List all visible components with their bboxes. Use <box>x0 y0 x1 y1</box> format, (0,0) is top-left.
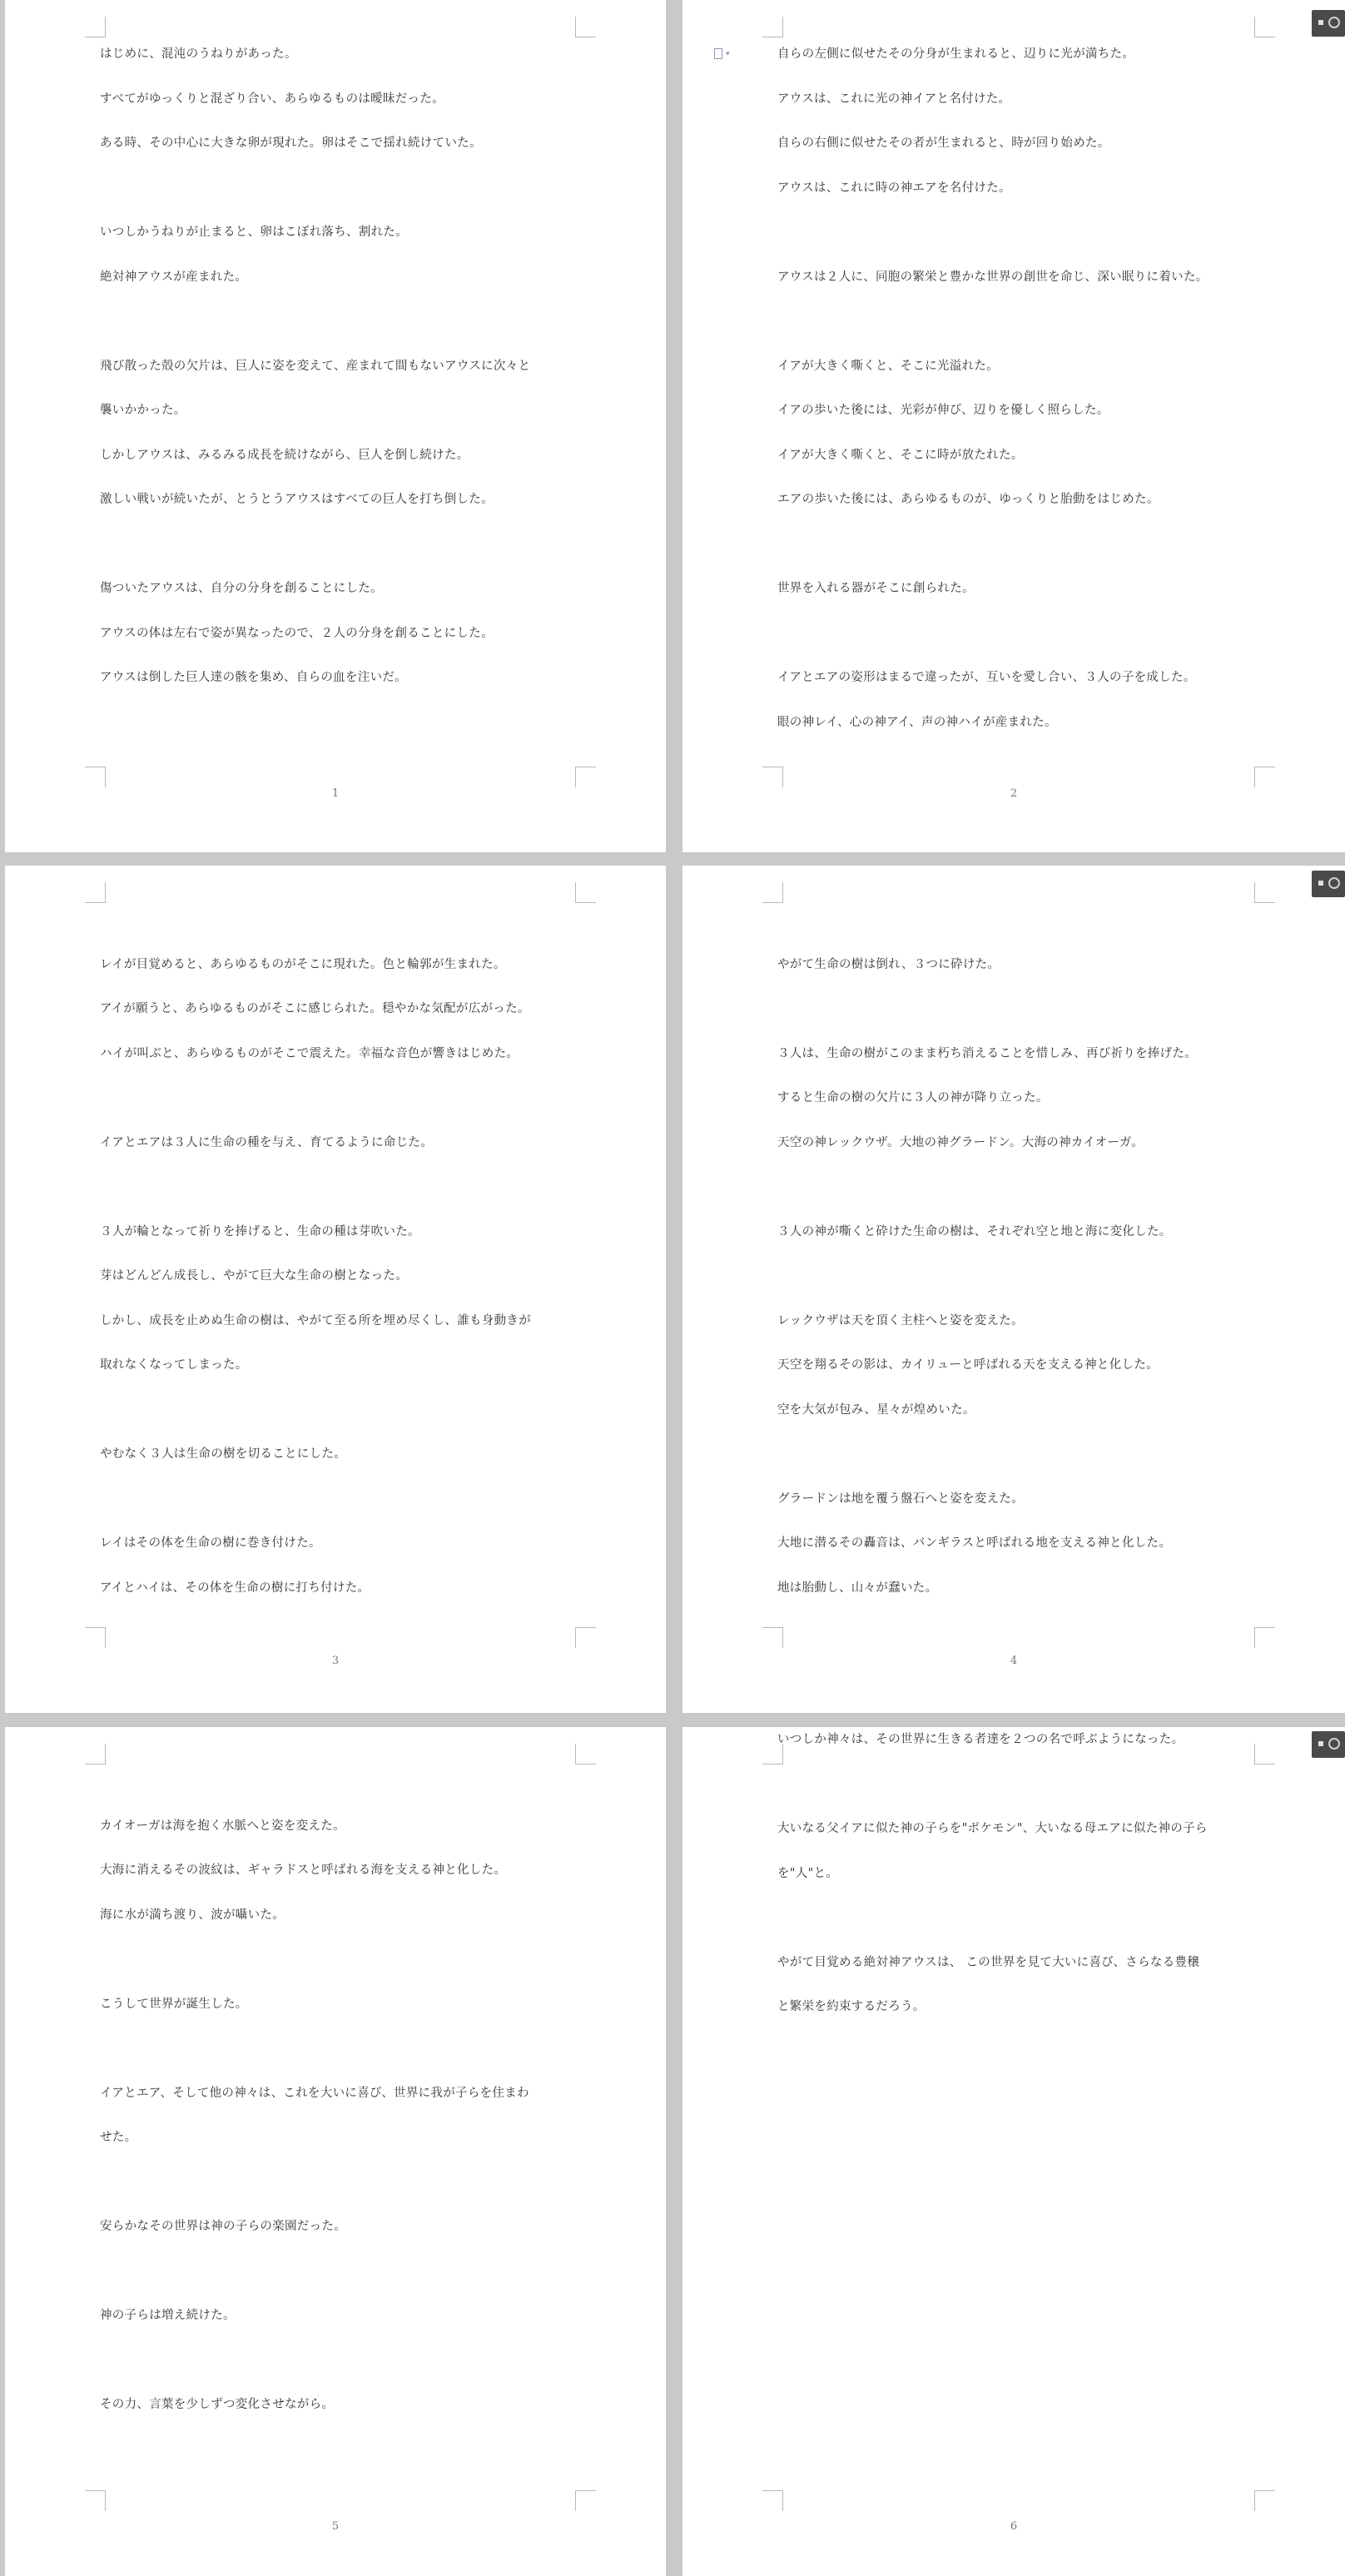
margin-corner-bottom-left <box>85 767 106 787</box>
margin-corner-bottom-right <box>575 2490 596 2511</box>
margin-corner-bottom-right <box>1254 1627 1275 1648</box>
text-line: 芽はどんどん成長し、やがて巨大な生命の樹となった。 <box>100 1269 408 1283</box>
text-line: 神の子らは増え続けた。 <box>100 2309 236 2322</box>
text-line: 海に水が満ち渡り、波が囁いた。 <box>100 1908 285 1922</box>
text-line: イアとエアの姿形はまるで違ったが、互いを愛し合い、３人の子を成した。 <box>777 671 1196 684</box>
text-line: 取れなくなってしまった。 <box>100 1358 248 1372</box>
text-line: レイはその体を生命の樹に巻き付けた。 <box>100 1536 321 1550</box>
text-line: 安らかなその世界は神の子らの楽園だった。 <box>100 2220 346 2233</box>
text-line: 絶対神アウスが産まれた。 <box>100 270 248 284</box>
text-line: エアの歩いた後には、あらゆるものが、ゆっくりと胎動をはじめた。 <box>777 493 1159 506</box>
page-body[interactable] <box>100 43 583 712</box>
margin-corner-top-left <box>762 882 783 903</box>
text-line: すると生命の樹の欠片に３人の神が降り立った。 <box>777 1091 1049 1104</box>
text-line: やがて生命の樹は倒れ、３つに砕けた。 <box>777 957 1000 971</box>
page-5 <box>5 1727 666 2576</box>
text-line: 地は胎動し、山々が蠢いた。 <box>777 1581 938 1595</box>
blank-line <box>100 2171 583 2216</box>
blank-line <box>100 1399 583 1444</box>
text-line: アウスは倒した巨人達の骸を集め、自らの血を注いだ。 <box>100 671 407 684</box>
blank-line <box>777 1774 1260 1819</box>
text-line: しかし、成長を止めぬ生命の樹は、やがて至る所を埋め尽くし、誰も身動きが <box>100 1313 531 1328</box>
margin-corner-top-right <box>575 882 596 903</box>
text-line: 世界を入れる器がそこに創られた。 <box>777 582 975 595</box>
margin-corner-top-left <box>85 882 106 903</box>
page-body[interactable] <box>777 909 1260 1621</box>
text-line: 大いなる父イアに似た神の子らを"ポケモン"、大いなる母エアに似た神の子ら <box>777 1822 1208 1835</box>
text-line: 天空の神レックウザ。大地の神グラードン。大海の神カイオーガ。 <box>777 1135 1144 1149</box>
page-6 <box>682 1727 1345 2576</box>
blank-line <box>100 2037 583 2082</box>
blank-line <box>100 2261 583 2305</box>
text-line: イアとエアは３人に生命の種を与え、育てるように命じた。 <box>100 1135 434 1149</box>
page-number: 1 <box>331 787 340 800</box>
margin-corner-bottom-right <box>575 1627 596 1648</box>
page-nav-icon[interactable] <box>1312 10 1345 37</box>
margin-corner-bottom-right <box>1254 767 1275 787</box>
page-number: 2 <box>1010 787 1018 800</box>
text-line: アウスは２人に、同胞の繁栄と豊かな世界の創世を命じ、深い眠りに着いた。 <box>777 270 1209 284</box>
text-line: 激しい戦いが続いたが、とうとうアウスはすべての巨人を打ち倒した。 <box>100 493 494 506</box>
blank-line <box>100 2350 583 2395</box>
text-line: アイが願うと、あらゆるものがそこに感じられた。穏やかな気配が広がった。 <box>100 1002 530 1015</box>
page-4 <box>682 866 1345 1713</box>
page-2 <box>682 0 1345 852</box>
margin-corner-bottom-left <box>762 1627 783 1648</box>
text-line: イアが大きく嘶くと、そこに光溢れた。 <box>777 359 999 373</box>
blank-line <box>100 1948 583 1993</box>
blank-line <box>100 1176 583 1221</box>
text-line: せた。 <box>100 2131 137 2144</box>
blank-line <box>777 1443 1260 1488</box>
text-line: その力、言葉を少しずつ変化させながら。 <box>100 2398 335 2411</box>
text-line: ３人の神が嘶くと砕けた生命の樹は、それぞれ空と地と海に変化した。 <box>777 1224 1172 1238</box>
blank-line <box>777 1907 1260 1952</box>
text-line: こうして世界が誕生した。 <box>100 1997 248 2011</box>
margin-corner-top-right <box>575 1744 596 1764</box>
text-line: 傷ついたアウスは、自分の分身を創ることにした。 <box>100 582 383 595</box>
text-line: アウスは、これに光の神イアと名付けた。 <box>777 92 1011 106</box>
margin-corner-bottom-left <box>762 767 783 787</box>
blank-line <box>100 1087 583 1132</box>
page-number: 4 <box>1010 1655 1018 1667</box>
text-line: ３人は、生命の樹がこのまま朽ち消えることを惜しみ、再び祈りを捧げた。 <box>777 1046 1198 1060</box>
page-body[interactable] <box>100 909 583 1621</box>
blank-line <box>777 534 1260 578</box>
margin-corner-top-left <box>85 17 106 37</box>
blank-line <box>777 998 1260 1043</box>
page-3 <box>5 866 666 1713</box>
blank-line <box>777 1265 1260 1310</box>
margin-corner-top-right <box>1254 17 1275 37</box>
margin-corner-bottom-right <box>575 767 596 787</box>
page-number: 5 <box>331 2520 340 2533</box>
text-line: すべてがゆっくりと混ざり合い、あらゆるものは曖昧だった。 <box>100 92 444 106</box>
page-body[interactable] <box>777 43 1260 756</box>
text-line: 眼の神レイ、心の神アイ、声の神ハイが産まれた。 <box>777 715 1057 729</box>
blank-line <box>100 909 583 954</box>
text-line: アイとハイは、その体を生命の樹に打ち付けた。 <box>100 1581 370 1595</box>
page-body[interactable] <box>777 1729 1260 2041</box>
text-line: ３人が輪となって祈りを捧げると、生命の種は芽吹いた。 <box>100 1224 420 1238</box>
text-line: いつしかうねりが止まると、卵はこぼれ落ち、割れた。 <box>100 226 408 239</box>
blank-line <box>777 221 1260 266</box>
page-number: 3 <box>331 1655 340 1667</box>
margin-corner-top-left <box>85 1744 106 1764</box>
text-line: と繁栄を約束するだろう。 <box>777 2000 926 2013</box>
document-options-icon[interactable] <box>714 48 724 60</box>
text-line: アウスの体は左右で姿が異なったので、２人の分身を創ることにした。 <box>100 626 494 640</box>
page-1 <box>5 0 666 852</box>
page-body[interactable] <box>100 1770 583 2439</box>
text-line: やむなく３人は生命の樹を切ることにした。 <box>100 1447 346 1461</box>
margin-corner-bottom-left <box>85 1627 106 1648</box>
text-line: いつしか神々は、その世界に生きる者達を２つの名で呼ぶようになった。 <box>777 1733 1184 1746</box>
text-line: 空を大気が包み、星々が煌めいた。 <box>777 1402 975 1417</box>
text-line: アウスは、これに時の神エアを名付けた。 <box>777 181 1011 195</box>
text-line: レイが目覚めると、あらゆるものがそこに現れた。色と輪郭が生まれた。 <box>100 957 506 971</box>
text-line: ハイが叫ぶと、あらゆるものがそこで震えた。幸福な音色が響きはじめた。 <box>100 1046 519 1060</box>
blank-line <box>777 909 1260 954</box>
blank-line <box>100 177 583 222</box>
text-line: しかしアウスは、みるみる成長を続けながら、巨人を倒し続けた。 <box>100 448 469 462</box>
blank-line <box>100 534 583 578</box>
page-number: 6 <box>1010 2520 1018 2533</box>
blank-line <box>100 310 583 355</box>
margin-corner-bottom-left <box>85 2490 106 2511</box>
blank-line <box>100 1488 583 1533</box>
page-nav-icon[interactable] <box>1312 871 1345 897</box>
text-line: ある時、その中心に大きな卵が現れた。卵はそこで揺れ続けていた。 <box>100 136 482 150</box>
text-line: カイオーガは海を抱く水脈へと姿を変えた。 <box>100 1819 345 1833</box>
blank-line <box>100 1770 583 1815</box>
margin-corner-top-right <box>575 17 596 37</box>
text-line: 自らの左側に似せたその分身が生まれると、辺りに光が満ちた。 <box>777 47 1135 61</box>
margin-corner-bottom-right <box>1254 2490 1275 2511</box>
text-line: イアの歩いた後には、光彩が伸び、辺りを優しく照らした。 <box>777 404 1109 417</box>
text-line: 襲いかかった。 <box>100 404 186 417</box>
text-line: 飛び散った殻の欠片は、巨人に姿を変えて、産まれて間もないアウスに次々と <box>100 359 531 373</box>
text-line: イアが大きく嘶くと、そこに時が放たれた。 <box>777 448 1024 462</box>
text-line: やがて目覚める絶対神アウスは、 この世界を見て大いに喜び、さらなる豊穣 <box>777 1955 1200 1969</box>
blank-line <box>777 1176 1260 1221</box>
text-line: レックウザは天を頂く主柱へと姿を変えた。 <box>777 1313 1024 1328</box>
text-line: 天空を翔るその影は、カイリューと呼ばれる天を支える神と化した。 <box>777 1358 1159 1372</box>
page-nav-icon[interactable] <box>1312 1731 1345 1758</box>
text-line: イアとエア、そして他の神々は、これを大いに喜び、世界に我が子らを住まわ <box>100 2086 529 2100</box>
blank-line <box>777 623 1260 668</box>
blank-line <box>777 310 1260 355</box>
margin-corner-top-left <box>762 17 783 37</box>
margin-corner-top-right <box>1254 882 1275 903</box>
text-line: 大地に潜るその轟音は、バンギラスと呼ばれる地を支える神と化した。 <box>777 1536 1172 1550</box>
text-line: を"人"と。 <box>777 1866 839 1880</box>
text-line: グラードンは地を覆う盤石へと姿を変えた。 <box>777 1491 1024 1506</box>
margin-corner-bottom-left <box>762 2490 783 2511</box>
text-line: 自らの右側に似せたその者が生まれると、時が回り始めた。 <box>777 136 1110 150</box>
text-line: 大海に消えるその波紋は、ギャラドスと呼ばれる海を支える神と化した。 <box>100 1864 507 1877</box>
text-line: はじめに、混沌のうねりがあった。 <box>100 47 297 61</box>
